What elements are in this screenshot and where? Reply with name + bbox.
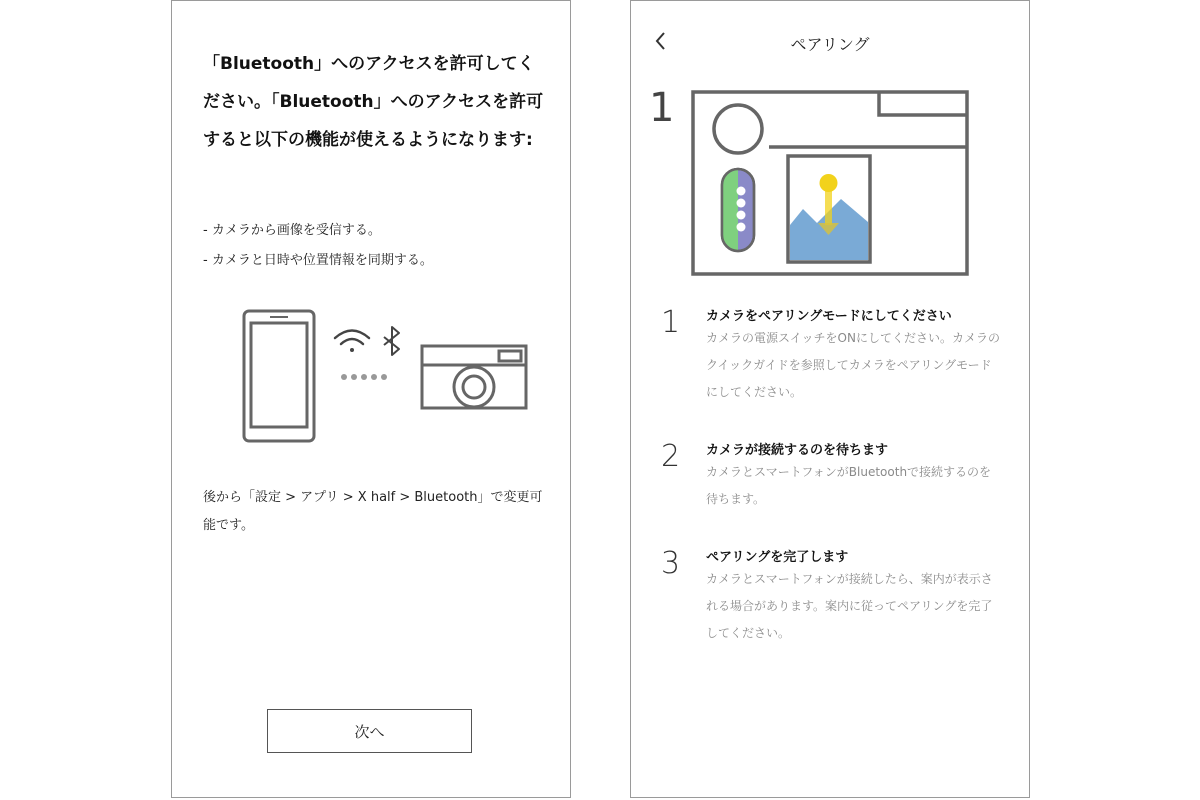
camera-icon bbox=[422, 346, 526, 408]
step-title: カメラをペアリングモードにしてください bbox=[706, 309, 952, 324]
smartphone-icon bbox=[244, 311, 314, 441]
step-number: 2 bbox=[661, 439, 681, 474]
photo-transfer-icon bbox=[790, 174, 868, 260]
phone-camera-connection-illustration bbox=[232, 301, 532, 451]
feature-bullet-sync-datetime: - カメラと日時や位置情報を同期する。 bbox=[203, 253, 433, 268]
permission-title: 「Bluetooth」へのアクセスを許可してください。「Bluetooth」へのアクセスを許可すると以下の機能が使えるようになります: bbox=[203, 54, 544, 150]
connecting-dots-icon bbox=[341, 374, 387, 380]
camera-dial-icon bbox=[714, 105, 762, 153]
step-description: カメラの電源スイッチをONにしてください。カメラのクイックガイドを参照してカメラをペアリングモードにしてください。 bbox=[706, 331, 1000, 399]
step-title: カメラが接続するのを待ちます bbox=[706, 443, 889, 458]
step-description: カメラとスマートフォンが接続したら、案内が表示される場合があります。案内に従ってペアリングを完了してください。 bbox=[706, 572, 993, 640]
pairing-screen bbox=[630, 0, 1030, 798]
page-title: ペアリング bbox=[790, 35, 870, 54]
feature-bullet-receive-images: - カメラから画像を受信する。 bbox=[203, 223, 381, 238]
step-number: 3 bbox=[661, 546, 681, 581]
next-button[interactable]: 次へ bbox=[267, 709, 472, 753]
step-number: 1 bbox=[661, 305, 681, 340]
step-title: ペアリングを完了します bbox=[706, 550, 849, 565]
bluetooth-icon bbox=[384, 327, 399, 355]
settings-note: 後から「設定 > アプリ > X half > Bluetooth」で変更可能です。 bbox=[203, 490, 543, 533]
led-indicator-icon bbox=[722, 169, 754, 251]
diagram-step-number: 1 bbox=[649, 85, 675, 131]
camera-hot-shoe bbox=[879, 92, 967, 115]
bluetooth-permission-screen bbox=[171, 0, 571, 798]
step-description: カメラとスマートフォンがBluetoothで接続するのを待ちます。 bbox=[706, 465, 992, 506]
camera-pairing-mode-diagram bbox=[691, 89, 971, 279]
wifi-icon bbox=[335, 331, 369, 353]
